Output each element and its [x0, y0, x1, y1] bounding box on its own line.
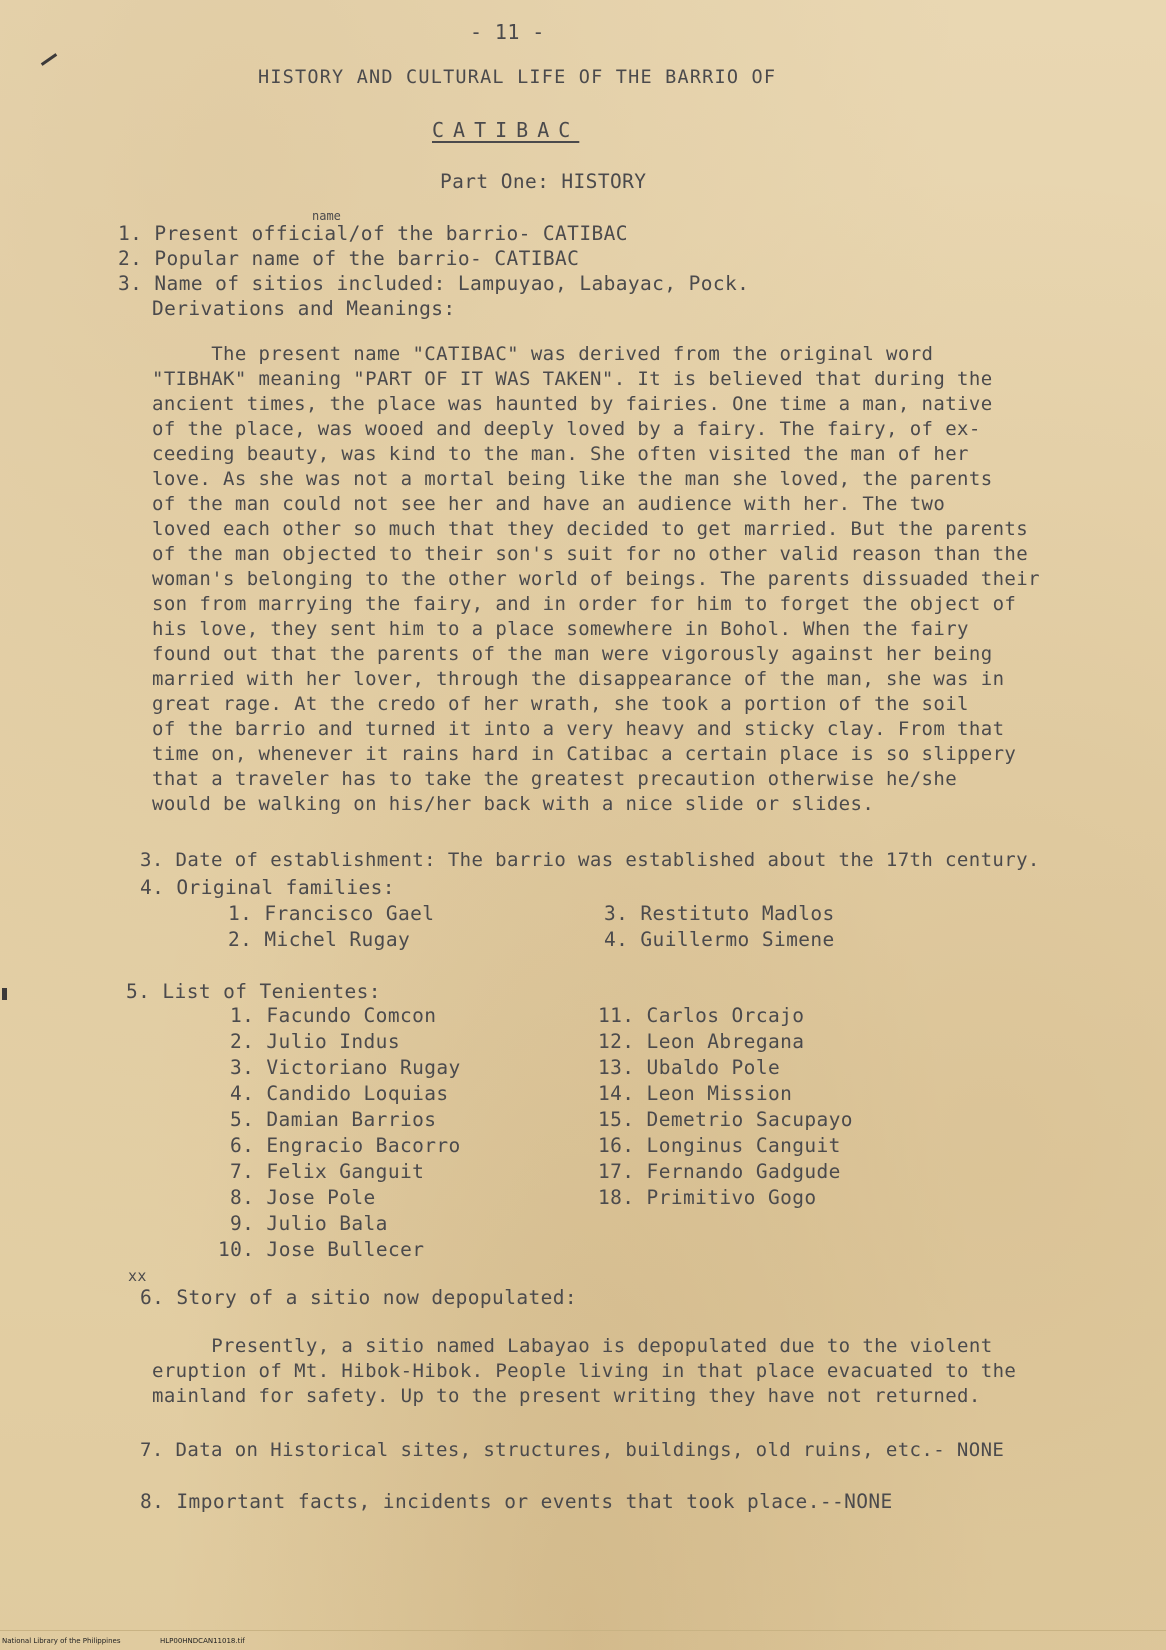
paragraph-line: time on, whenever it rains hard in Catibac a certain place is so slippery: [152, 743, 1017, 765]
paragraph-line: son from marrying the fairy, and in order for him to forget the object of: [152, 593, 1017, 615]
teniente-list-item: 10. Jose Bullecer: [218, 1238, 425, 1261]
teniente-list-item: 12. Leon Abregana: [598, 1030, 805, 1053]
paragraph-line: of the barrio and turned it into a very heavy and sticky clay. From that: [152, 718, 1005, 740]
paragraph-line: "TIBHAK" meaning "PART OF IT WAS TAKEN". It is believed that during the: [152, 368, 993, 390]
paragraph-line: Presently, a sitio named Labayao is depopulated due to the violent: [152, 1335, 993, 1357]
teniente-list-item: 1. Facundo Comcon: [230, 1004, 437, 1027]
family-list-item: 2. Michel Rugay: [228, 928, 411, 951]
strike-mark: xx: [128, 1267, 147, 1285]
teniente-list-item: 5. Damian Barrios: [230, 1108, 437, 1131]
item-1-official-name: 1. Present official/of the barrio- CATIBAC: [118, 222, 628, 245]
paragraph-line: The present name "CATIBAC" was derived from the original word: [152, 343, 934, 365]
paragraph-line: his love, they sent him to a place somewhere in Bohol. When the fairy: [152, 618, 969, 640]
inserted-word-note: name: [312, 209, 341, 223]
family-list-item: 3. Restituto Madlos: [604, 902, 835, 925]
teniente-list-item: 11. Carlos Orcajo: [598, 1004, 805, 1027]
paragraph-line: great rage. At the credo of her wrath, she took a portion of the soil: [152, 693, 969, 715]
paragraph-line: woman's belonging to the other world of beings. The parents dissuaded their: [152, 568, 1040, 590]
item-6-sitio-story: 6. Story of a sitio now depopulated:: [140, 1286, 578, 1309]
paragraph-line: ancient times, the place was haunted by fairies. One time a man, native: [152, 393, 993, 415]
teniente-list-item: 9. Julio Bala: [230, 1212, 388, 1235]
part-heading: Part One: HISTORY: [440, 170, 647, 193]
teniente-list-item: 15. Demetrio Sacupayo: [598, 1108, 853, 1131]
item-8-important-facts: 8. Important facts, incidents or events that took place.--NONE: [140, 1490, 893, 1513]
ink-mark: [41, 53, 57, 66]
derivations-heading: Derivations and Meanings:: [152, 297, 456, 320]
teniente-list-item: 18. Primitivo Gogo: [598, 1186, 817, 1209]
teniente-list-item: 17. Fernando Gadgude: [598, 1160, 841, 1183]
paragraph-line: love. As she was not a mortal being like the man she loved, the parents: [152, 468, 993, 490]
paragraph-line: ceeding beauty, was kind to the man. She often visited the man of her: [152, 443, 969, 465]
paragraph-line: loved each other so much that they decided to get married. But the parents: [152, 518, 1029, 540]
teniente-list-item: 2. Julio Indus: [230, 1030, 400, 1053]
paragraph-line: eruption of Mt. Hibok-Hibok. People living in that place evacuated to the: [152, 1360, 1017, 1382]
paragraph-line: of the man could not see her and have an audience with her. The two: [152, 493, 946, 515]
teniente-list-item: 8. Jose Pole: [230, 1186, 376, 1209]
paragraph-line: of the man objected to their son's suit for no other valid reason than the: [152, 543, 1029, 565]
teniente-list-item: 6. Engracio Bacorro: [230, 1134, 461, 1157]
teniente-list-item: 16. Longinus Canguit: [598, 1134, 841, 1157]
paragraph-line: found out that the parents of the man were vigorously against her being: [152, 643, 993, 665]
item-2-popular-name: 2. Popular name of the barrio- CATIBAC: [118, 247, 580, 270]
paragraph-line: that a traveler has to take the greatest precaution otherwise he/she: [152, 768, 958, 790]
item-7-historical-sites: 7. Data on Historical sites, structures, buildings, old ruins, etc.- NONE: [140, 1439, 1005, 1461]
scan-border: [0, 1630, 1166, 1631]
item-4-original-families: 4. Original families:: [140, 876, 395, 899]
teniente-list-item: 4. Candido Loquias: [230, 1082, 449, 1105]
footer-library: National Library of the Philippines: [2, 1637, 121, 1645]
ink-mark: [2, 988, 7, 1000]
teniente-list-item: 7. Felix Ganguit: [230, 1160, 425, 1183]
family-list-item: 4. Guillermo Simene: [604, 928, 835, 951]
document-title: HISTORY AND CULTURAL LIFE OF THE BARRIO OF: [258, 67, 777, 88]
teniente-list-item: 14. Leon Mission: [598, 1082, 793, 1105]
item-sitios-included: 3. Name of sitios included: Lampuyao, Labayac, Pock.: [118, 272, 750, 295]
family-list-item: 1. Francisco Gael: [228, 902, 435, 925]
barrio-name-heading: CATIBAC: [432, 118, 580, 142]
footer-file-id: HLP00HNDCAN11018.tif: [160, 1637, 245, 1645]
paragraph-line: of the place, was wooed and deeply loved by a fairy. The fairy, of ex-: [152, 418, 981, 440]
paragraph-line: married with her lover, through the disappearance of the man, she was in: [152, 668, 1005, 690]
teniente-list-item: 13. Ubaldo Pole: [598, 1056, 781, 1079]
page-number: - 11 -: [470, 20, 545, 44]
paragraph-line: would be walking on his/her back with a nice slide or slides.: [152, 793, 875, 815]
item-3-date-established: 3. Date of establishment: The barrio was established about the 17th century.: [140, 849, 1040, 871]
item-5-tenientes: 5. List of Tenientes:: [126, 980, 381, 1003]
teniente-list-item: 3. Victoriano Rugay: [230, 1056, 461, 1079]
paragraph-line: mainland for safety. Up to the present writing they have not returned.: [152, 1385, 981, 1407]
